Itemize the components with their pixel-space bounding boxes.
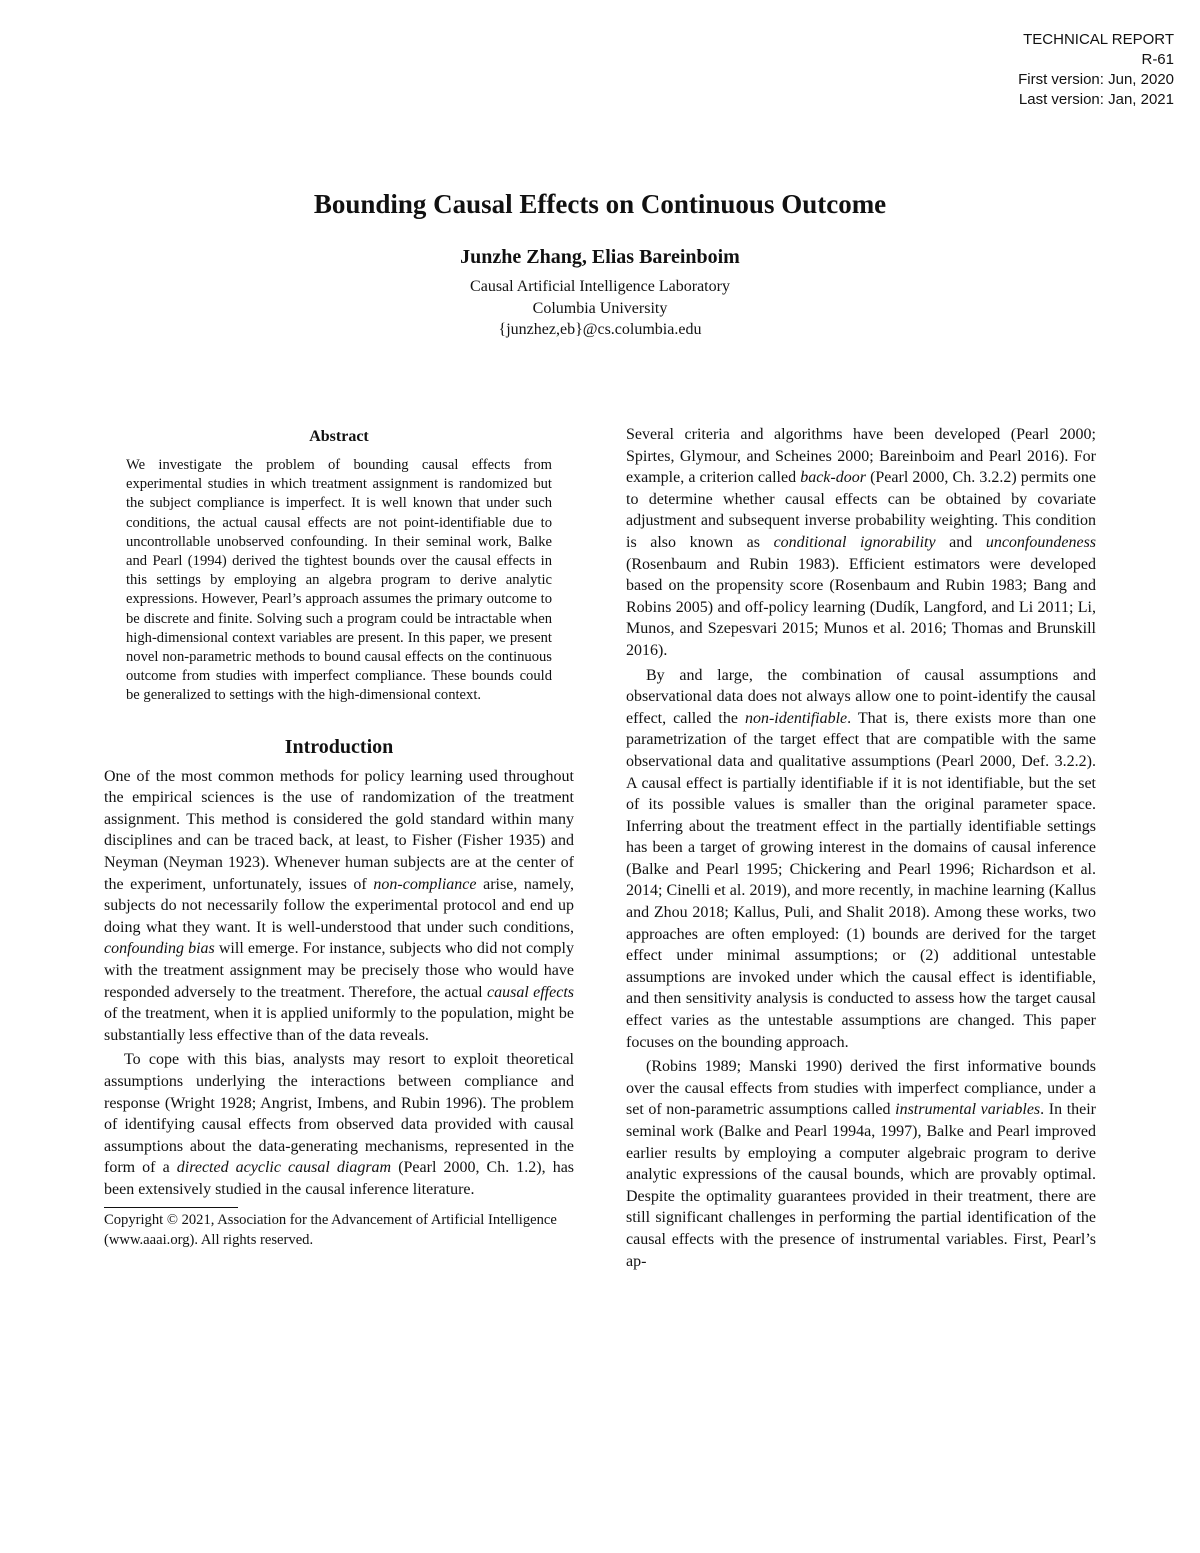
abstract-text: We investigate the problem of bounding causal effects from experimental studies in which treatment assignment is randomized but the subject compliance is imperfect. It is well known that under such conditions, the actual causal effects are not point-identifiable due to uncontrollable unobserved confounding. In their seminal work, Balke and Pearl (1994) derived the tightest bounds over the causal effects in this settings by employing an algebra program to derive analytic expressions. However, Pearl’s approach assumes the primary outcome to be discrete and finite. Solving such a program could be intractable when high-dimensional context variables are present. In this paper, we present novel non-parametric methods to bound causal effects on the continuous outcome from studies with imperfect compliance. These bounds could be generalized to settings with the high-dimensional context. [126,457,552,704]
paper-title: Bounding Causal Effects on Continuous Outcome [313,189,887,219]
report-number: R-61 [1141,51,1174,68]
introduction-heading: Introduction [284,735,394,758]
intro-paragraph-1: One of the most common methods for policy learning used throughout the empirical sciences is the use of randomization of the treatment assignment. This method is considered the gold standard within many disciplines and can be traced back, at least, to Fisher (Fisher 1935) and Neyman (Neyman 1923). Whenever human subjects are at the center of the experiment, unfortunately, issues of non-compliance arise, namely, subjects do not necessarily follow the experimental protocol and end up doing what they want. It is well-understood that under such conditions, confounding bias will emerge. For instance, subjects who did not comply with the treatment assignment may be precisely those who would have responded adversely to the treatment. Therefore, the actual causal effects of the treatment, when it is applied uniformly to the population, might be substantially less effective than of the data reveals. [104,767,574,1044]
report-type: TECHNICAL REPORT [1023,31,1174,48]
left-column [104,424,574,1250]
intro-paragraph-2: To cope with this bias, analysts may resort to exploit theoretical assumptions underlying the interactions between compliance and response (Wright 1928; Angrist, Imbens, and Rubin 1996). The problem of identifying causal effects from observed data provided with causal assumptions about the data-generating mechanisms, represented in the form of a directed acyclic causal diagram (Pearl 2000, Ch. 1.2), has been extensively studied in the causal inference literature. [104,1051,575,1198]
footnote-divider [104,1207,238,1208]
last-version: Last version: Jan, 2021 [1018,91,1174,108]
affiliation [0,276,1200,341]
paper-authors: Junzhe Zhang, Elias Bareinboim [460,246,740,268]
affiliation-lab: Causal Artificial Intelligence Laboratory [470,278,730,295]
right-paragraph-3: (Robins 1989; Manski 1990) derived the first informative bounds over the causal effects from studies with imperfect compliance, under a set of non-parametric assumptions called instrumental variables. In their seminal work (Balke and Pearl 1994a, 1997), Balke and Pearl improved earlier results by employing a computer algebraic program to derive analytic expressions of the causal bounds, which are provably optimal. Despite the optimality guarantees provided in their treatment, there are still significant challenges in performing the partial identification of the causal effects with the presence of instrumental variables. First, Pearl’s ap- [626,1058,1097,1270]
right-column [626,424,1096,1272]
affiliation-university: Columbia University [532,299,668,317]
report-tag [1018,30,1174,110]
affiliation-email: {junzhez,eb}@cs.columbia.edu [498,321,702,338]
first-version: First version: Jun, 2020 [1018,71,1174,88]
copyright-footnote: Copyright © 2021, Association for the Advancement of Artificial Intelligence (www.aaai.org). All rights reserved. [104,1211,557,1248]
right-paragraph-2: By and large, the combination of causal assumptions and observational data does not always allow one to point-identify the causal effect, called the non-identifiable. That is, there exists more than one parametrization of the target effect that are compatible with the same observational data and qualitative assumptions (Pearl 2000, Def. 3.2.2). A causal effect is partially identifiable if it is not identifiable, but the set of its possible values is smaller than the original parameter space. Inferring about the treatment effect in the partially identifiable settings has been a target of growing interest in the domains of causal inference (Balke and Pearl 1995; Chickering and Pearl 1996; Richardson et al. 2014; Cinelli et al. 2019), and more recently, in machine learning (Kallus and Zhou 2018; Kallus, Puli, and Shalit 2018). Among these works, two approaches are often employed: (1) bounds are derived for the target effect under minimal assumptions; or (2) additional untestable assumptions are invoked under which the causal effect is identifiable, and then sensitivity analysis is conducted to assess how the target causal effect varies as the untestable assumptions are changed. This paper focuses on the bounding approach. [626,666,1097,1051]
right-paragraph-1: Several criteria and algorithms have been developed (Pearl 2000; Spirtes, Glymour, and Scheines 2000; Bareinboim and Pearl 2016). For example, a criterion called back-door (Pearl 2000, Ch. 3.2.2) permits one to determine whether causal effects can be obtained by covariate adjustment and subsequent inverse probability weighting. This condition is also known as conditional ignorability and unconfoundeness (Rosenbaum and Rubin 1983). Efficient estimators were developed based on the propensity score (Rosenbaum and Rubin 1983; Bang and Robins 2005) and off-policy learning (Dudík, Langford, and Li 2011; Li, Munos, and Szepesvari 2015; Munos et al. 2016; Thomas and Brunskill 2016). [626,426,1097,659]
abstract-heading: Abstract [309,428,369,445]
